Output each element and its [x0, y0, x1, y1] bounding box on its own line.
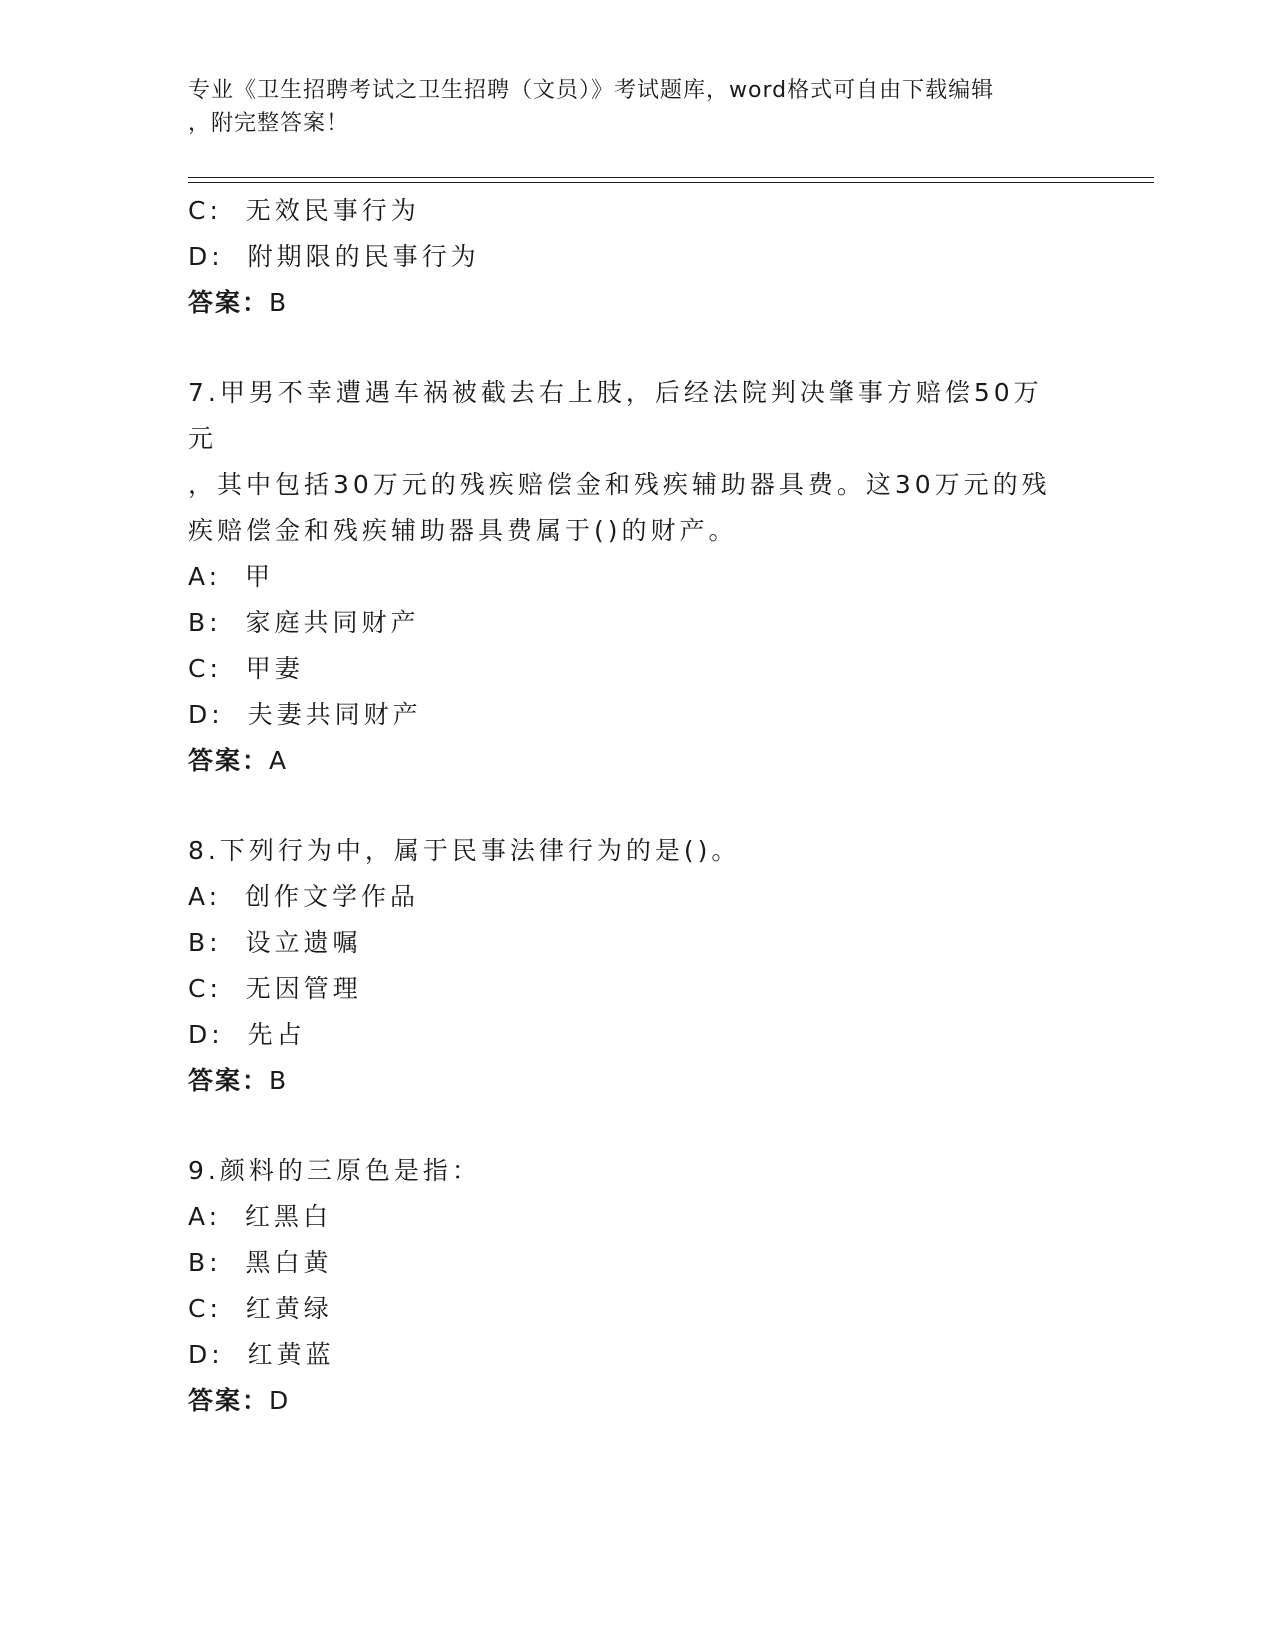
answer-label: 答案：	[188, 1066, 270, 1095]
option-d: D: 红黄蓝	[188, 1340, 335, 1369]
option-b: B: 家庭共同财产	[188, 608, 420, 637]
answer-value: B	[269, 288, 289, 317]
spacer	[188, 326, 1088, 370]
question-6-tail	[188, 188, 1088, 326]
question-9	[188, 1148, 1088, 1424]
question-8	[188, 828, 1088, 1104]
answer	[188, 1058, 1088, 1104]
question-text-line-1: 8.下列行为中，属于民事法律行为的是()。	[188, 836, 741, 865]
question-text-line-1: 9.颜料的三原色是指：	[188, 1156, 481, 1185]
option-c: C: 红黄绿	[188, 1294, 333, 1323]
spacer	[188, 1104, 1088, 1148]
spacer	[188, 784, 1088, 828]
option-a: A: 创作文学作品	[188, 882, 419, 911]
header-line-1: 专业《卫生招聘考试之卫生招聘（文员）》考试题库，word格式可自由下载编辑	[188, 78, 995, 103]
answer-value: B	[269, 1066, 289, 1095]
answer	[188, 1378, 1088, 1424]
option-d: D: 夫妻共同财产	[188, 700, 422, 729]
question-text-line-3: 疾赔偿金和残疾辅助器具费属于()的财产。	[188, 516, 738, 545]
document-header	[188, 74, 1068, 140]
answer	[188, 738, 1088, 784]
option-c: C: 无因管理	[188, 974, 362, 1003]
option-b: B: 设立遗嘱	[188, 928, 362, 957]
header-divider-top	[188, 177, 1154, 178]
option-c: C: 甲妻	[188, 654, 304, 683]
option-d: D: 先占	[188, 1020, 306, 1049]
option-c: C: 无效民事行为	[188, 196, 420, 225]
answer-label: 答案：	[188, 1386, 270, 1415]
answer-label: 答案：	[188, 746, 270, 775]
option-a: A: 甲	[188, 562, 274, 591]
answer-value: D	[269, 1386, 291, 1415]
header-divider-bottom	[188, 182, 1154, 183]
question-list	[188, 188, 1088, 1424]
question-text-line-2: ，其中包括30万元的残疾赔偿金和残疾辅助器具费。这30万元的残	[188, 470, 1051, 499]
question-7	[188, 370, 1088, 784]
option-d: D: 附期限的民事行为	[188, 242, 480, 271]
question-text-line-1: 7.甲男不幸遭遇车祸被截去右上肢，后经法院判决肇事方赔偿50万元	[188, 378, 1043, 453]
header-line-2: ，附完整答案！	[188, 111, 350, 136]
option-b: B: 黑白黄	[188, 1248, 333, 1277]
option-a: A: 红黑白	[188, 1202, 332, 1231]
answer-value: A	[269, 746, 289, 775]
answer-label: 答案：	[188, 288, 270, 317]
answer	[188, 280, 1088, 326]
